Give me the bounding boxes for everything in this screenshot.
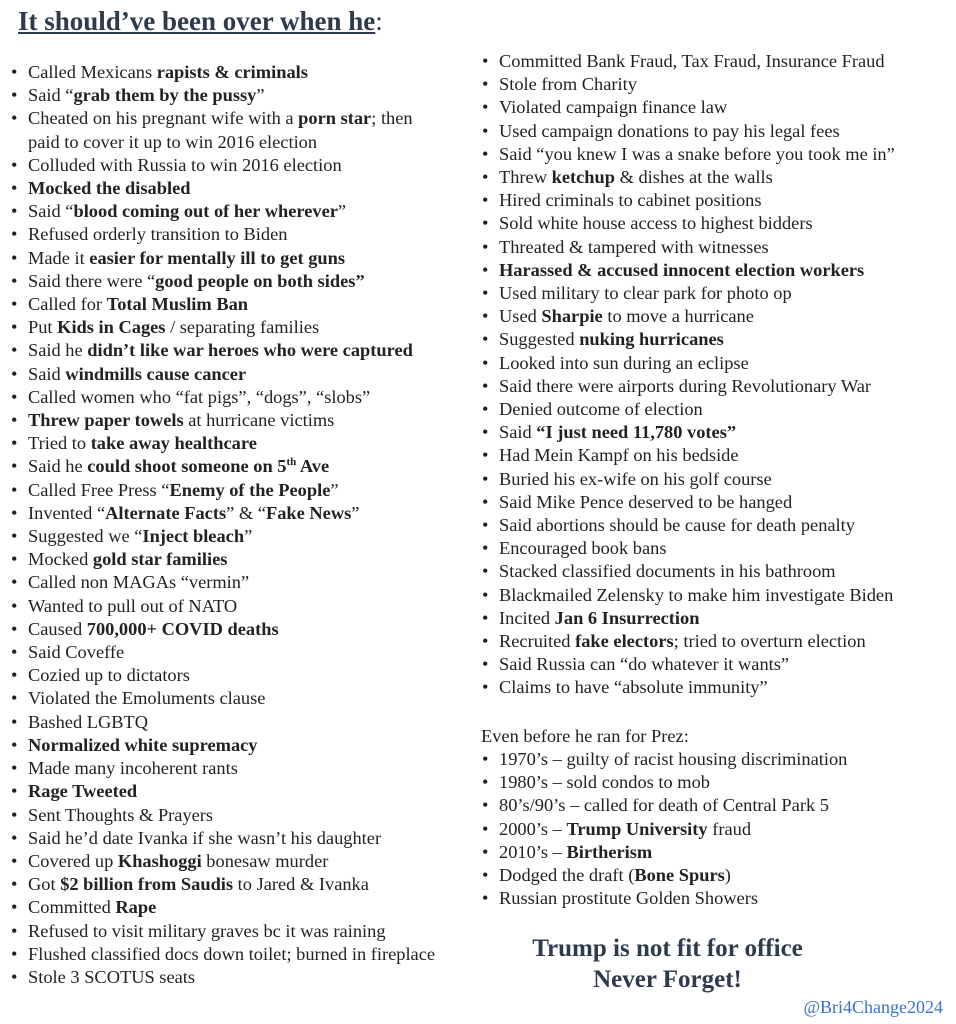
list-item	[10, 641, 480, 664]
list-item	[10, 200, 480, 223]
list-item	[481, 328, 951, 351]
history-bullet-list	[481, 748, 951, 910]
list-item	[481, 864, 951, 887]
list-item-text: to Jared & Ivanka	[233, 874, 369, 895]
list-item-text-bold: easier for mentally ill to get guns	[89, 247, 346, 268]
list-item	[10, 386, 480, 409]
list-item-text: Made many incoherent rants	[28, 758, 238, 779]
left-bullet-list	[10, 61, 480, 989]
list-item	[10, 107, 428, 153]
list-item-text-bold: Fake News	[265, 502, 352, 523]
list-item-text-bold: Harassed & accused innocent election workers	[499, 259, 865, 280]
list-item-text: 2010’s –	[499, 841, 567, 862]
list-item-text: 80’s/90’s – called for death of Central Park 5	[499, 795, 829, 816]
list-item-text: Sold white house access to highest bidders	[499, 213, 813, 234]
list-item	[481, 537, 951, 560]
list-item-text-bold: Normalized white supremacy	[28, 734, 258, 755]
list-item	[481, 189, 951, 212]
list-item-text-bold: Khashoggi	[117, 850, 202, 871]
list-item	[10, 84, 480, 107]
list-item	[10, 734, 480, 757]
list-item	[481, 841, 951, 864]
list-item-text: Threw	[499, 167, 552, 188]
list-item-text: Said “	[28, 201, 74, 222]
list-item-text-bold: could shoot someone on 5	[87, 456, 287, 477]
list-item-text-bold: Alternate Facts	[105, 502, 227, 523]
list-item-text-bold: Trump University	[566, 818, 708, 839]
list-item-text: fraud	[707, 818, 752, 839]
list-item-text: ”	[256, 85, 265, 106]
list-item-text: Said	[499, 422, 537, 443]
list-item	[481, 305, 951, 328]
list-item	[481, 166, 951, 189]
list-item-text: Called non MAGAs “vermin”	[28, 572, 250, 593]
list-item-text: Claims to have “absolute immunity”	[499, 677, 768, 698]
list-item-text: / separating families	[165, 317, 320, 338]
list-item-text: Threated & tampered with witnesses	[499, 236, 769, 257]
list-item	[481, 375, 951, 398]
list-item-text-bold: Ave	[296, 456, 330, 477]
list-item-text: Called women who “fat pigs”, “dogs”, “slobs”	[28, 386, 371, 407]
list-item	[481, 398, 951, 421]
list-item	[10, 502, 480, 525]
list-item	[10, 804, 480, 827]
list-item	[10, 687, 480, 710]
list-item	[481, 653, 951, 676]
page-title-text: It should’ve been over when he	[18, 6, 376, 36]
list-item-text: bonesaw murder	[201, 850, 329, 871]
list-item-text: Refused orderly transition to Biden	[28, 224, 288, 245]
list-item	[10, 479, 480, 502]
list-item-text-bold: gold star families	[92, 549, 228, 570]
list-item	[481, 560, 951, 583]
list-item-text-bold: good people on both sides”	[155, 270, 365, 291]
list-item-text: Said	[28, 363, 66, 384]
list-item-text: Stole 3 SCOTUS seats	[28, 966, 196, 987]
list-item-text-bold: take away healthcare	[90, 433, 257, 454]
list-item-text: Bashed LGBTQ	[28, 711, 149, 732]
list-item-text: Used military to clear park for photo op	[499, 283, 792, 304]
list-item	[481, 468, 951, 491]
list-item-text-bold: fake electors	[575, 631, 674, 652]
list-item	[481, 143, 951, 166]
list-item-text: Stole from Charity	[499, 74, 637, 95]
list-item-text: Sent Thoughts & Prayers	[28, 804, 214, 825]
list-item-text: Said Russia can “do whatever it wants”	[499, 654, 790, 675]
list-item-text-bold: nuking hurricanes	[579, 329, 724, 350]
list-item-text: Got	[28, 874, 61, 895]
list-item-text-bold: Rape	[115, 897, 157, 918]
list-item-text: ; then paid to cover it up to win 2016 election	[28, 108, 413, 152]
list-item-text-bold: grab them by the pussy	[73, 85, 257, 106]
list-item-text-superscript: th	[286, 456, 297, 469]
list-item-text: Tried to	[28, 433, 91, 454]
list-item-text: Used	[499, 306, 542, 327]
list-item-text: at hurricane victims	[183, 410, 335, 431]
list-item	[481, 444, 951, 467]
list-item-text: Said he	[28, 456, 88, 477]
list-item-text-bold: Jan 6 Insurrection	[554, 607, 700, 628]
list-item-text: to move a hurricane	[602, 306, 754, 327]
list-item-text-bold: Bone Spurs	[634, 865, 725, 886]
list-item	[10, 571, 480, 594]
list-item	[481, 352, 951, 375]
list-item-text: & dishes at the walls	[614, 167, 773, 188]
list-item	[10, 61, 480, 84]
list-item	[481, 794, 951, 817]
list-item	[10, 177, 480, 200]
list-item-text: Said Coveffe	[28, 642, 125, 663]
list-item-text-bold: Threw paper towels	[28, 410, 184, 431]
list-item-text: Said “you knew I was a snake before you took me in”	[499, 143, 895, 164]
list-item-text: Called Free Press “	[28, 479, 170, 500]
list-item	[10, 223, 480, 246]
list-item-text: ”	[337, 201, 347, 222]
list-item-text: Buried his ex-wife on his golf course	[499, 468, 772, 489]
list-item	[10, 363, 480, 386]
list-item-text: Recruited	[499, 631, 576, 652]
list-item	[481, 491, 951, 514]
list-item-text: Said there were “	[28, 270, 156, 291]
list-item-text: Said abortions should be cause for death penalty	[499, 515, 855, 536]
list-item	[10, 664, 480, 687]
list-item-text-bold: Kids in Cages	[57, 317, 166, 338]
list-item-text-bold: Enemy of the People	[169, 479, 331, 500]
list-item-text-bold: Sharpie	[541, 306, 603, 327]
list-item-text: Colluded with Russia to win 2016 election	[28, 154, 342, 175]
list-item	[10, 339, 480, 362]
right-bullet-list	[481, 50, 951, 700]
list-item	[10, 711, 480, 734]
list-item-text: Said he’d date Ivanka if she wasn’t his daughter	[28, 827, 382, 848]
list-item	[10, 316, 480, 339]
list-item-text-bold: Inject bleach	[142, 526, 245, 547]
list-item-text: Put	[28, 317, 58, 338]
list-item	[481, 73, 951, 96]
list-item-text: Stacked classified documents in his bathroom	[499, 561, 836, 582]
page-title	[18, 6, 383, 37]
list-item-text: Dodged the draft (	[499, 865, 635, 886]
history-heading: Even before he ran for Prez:	[481, 726, 689, 746]
list-item-text: 1970’s – guilty of racist housing discrimination	[499, 749, 848, 769]
list-item-text: 1980’s – sold condos to mob	[499, 772, 710, 793]
list-item-text: Denied outcome of election	[499, 399, 703, 420]
list-item-text: ; tried to overturn election	[673, 631, 866, 652]
author-handle: @Bri4Change2024	[803, 997, 943, 1017]
list-item	[10, 154, 480, 177]
list-item-text-bold: rapists & criminals	[156, 62, 308, 82]
list-item-text: Said there were airports during Revolutionary War	[499, 375, 872, 396]
list-item-text: Committed	[28, 897, 116, 918]
list-item-text: Had Mein Kampf on his bedside	[499, 445, 739, 466]
list-item	[481, 236, 951, 259]
list-item	[481, 282, 951, 305]
list-item	[10, 293, 480, 316]
list-item	[481, 676, 951, 699]
list-item	[481, 96, 951, 119]
list-item	[481, 584, 951, 607]
list-item-text: Blackmailed Zelensky to make him investigate Biden	[499, 584, 894, 605]
closing-statement	[480, 933, 855, 995]
list-item-text: Encouraged book bans	[499, 538, 667, 559]
list-item	[481, 818, 951, 841]
list-item	[10, 966, 480, 989]
list-item	[481, 630, 951, 653]
list-item-text: )	[724, 865, 731, 886]
list-item-text: Made it	[28, 247, 90, 268]
list-item	[10, 247, 480, 270]
list-item-text: Cheated on his pregnant wife with a	[28, 108, 299, 129]
list-item	[10, 525, 480, 548]
list-item-text-bold: Total Muslim Ban	[106, 294, 249, 315]
list-item	[481, 771, 951, 794]
list-item	[10, 780, 480, 803]
list-item-text: ”	[244, 526, 253, 547]
list-item-text-bold: $2 billion from Saudis	[60, 874, 234, 895]
list-item-text-bold: Rage Tweeted	[28, 781, 138, 802]
list-item-text-bold: didn’t like war heroes who were captured	[87, 340, 413, 361]
list-item-text: Committed Bank Fraud, Tax Fraud, Insurance Fraud	[499, 51, 885, 71]
list-item-text: Called Mexicans	[28, 62, 157, 82]
list-item-text: Said he	[28, 340, 88, 361]
list-item	[10, 455, 480, 478]
list-item-text: Russian prostitute Golden Showers	[499, 888, 758, 909]
list-item-text: Said Mike Pence deserved to be hanged	[499, 491, 793, 512]
list-item-text-bold: porn star	[298, 108, 372, 129]
list-item	[10, 618, 480, 641]
list-item	[10, 943, 480, 966]
list-item-text-bold: 700,000+ COVID deaths	[86, 618, 279, 639]
list-item	[481, 259, 951, 282]
list-item-text: Violated the Emoluments clause	[28, 688, 266, 709]
list-item	[10, 920, 480, 943]
list-item	[10, 548, 480, 571]
list-item	[10, 873, 480, 896]
list-item-text: 2000’s –	[499, 818, 567, 839]
list-item-text: Covered up	[28, 850, 118, 871]
list-item-text-bold	[287, 456, 297, 468]
list-item	[481, 514, 951, 537]
list-item-text-bold: blood coming out of her wherever	[73, 201, 338, 222]
list-item	[10, 850, 480, 873]
list-item	[10, 270, 480, 293]
list-item-text: Mocked	[28, 549, 93, 570]
list-item-text: ”	[330, 479, 339, 500]
list-item	[481, 120, 951, 143]
list-item-text: Incited	[499, 607, 555, 628]
list-item-text: Cozied up to dictators	[28, 665, 190, 686]
list-item	[481, 748, 951, 771]
list-item	[10, 757, 480, 780]
list-item	[481, 607, 951, 630]
list-item-text: Suggested we “	[28, 526, 143, 547]
list-item	[10, 409, 480, 432]
list-item-text: ”	[351, 502, 360, 523]
list-item-text: Said “	[28, 85, 74, 106]
list-item-text: Used campaign donations to pay his legal fees	[499, 120, 840, 141]
list-item-text: Flushed classified docs down toilet; burned in fireplace	[28, 943, 436, 964]
list-item	[481, 887, 951, 910]
closing-line-2: Never Forget!	[593, 966, 742, 993]
list-item	[10, 432, 480, 455]
list-item	[10, 595, 480, 618]
list-item	[10, 896, 480, 919]
list-item-text-bold: “I just need 11,780 votes”	[536, 422, 737, 443]
list-item-text: Wanted to pull out of NATO	[28, 595, 238, 616]
list-item-text-bold: windmills cause cancer	[65, 363, 247, 384]
page-title-colon: :	[375, 6, 383, 36]
list-item-text: ” & “	[226, 502, 266, 523]
list-item-text: Caused	[28, 618, 87, 639]
list-item-text: Violated campaign finance law	[499, 97, 728, 118]
list-item-text: Hired criminals to cabinet positions	[499, 190, 762, 211]
list-item	[10, 827, 480, 850]
list-item-text: Suggested	[499, 329, 580, 350]
list-item-text: Invented “	[28, 502, 106, 523]
list-item-text: Called for	[28, 294, 107, 315]
list-item-text-bold: Birtherism	[566, 841, 653, 862]
list-item-text-bold: ketchup	[551, 167, 615, 188]
list-item-text: Looked into sun during an eclipse	[499, 352, 749, 373]
closing-line-1: Trump is not fit for office	[532, 935, 803, 962]
list-item	[481, 50, 951, 73]
list-item-text-bold: Mocked the disabled	[28, 178, 191, 199]
list-item	[481, 212, 951, 235]
list-item	[481, 421, 951, 444]
list-item-text: Refused to visit military graves bc it was raining	[28, 920, 386, 941]
